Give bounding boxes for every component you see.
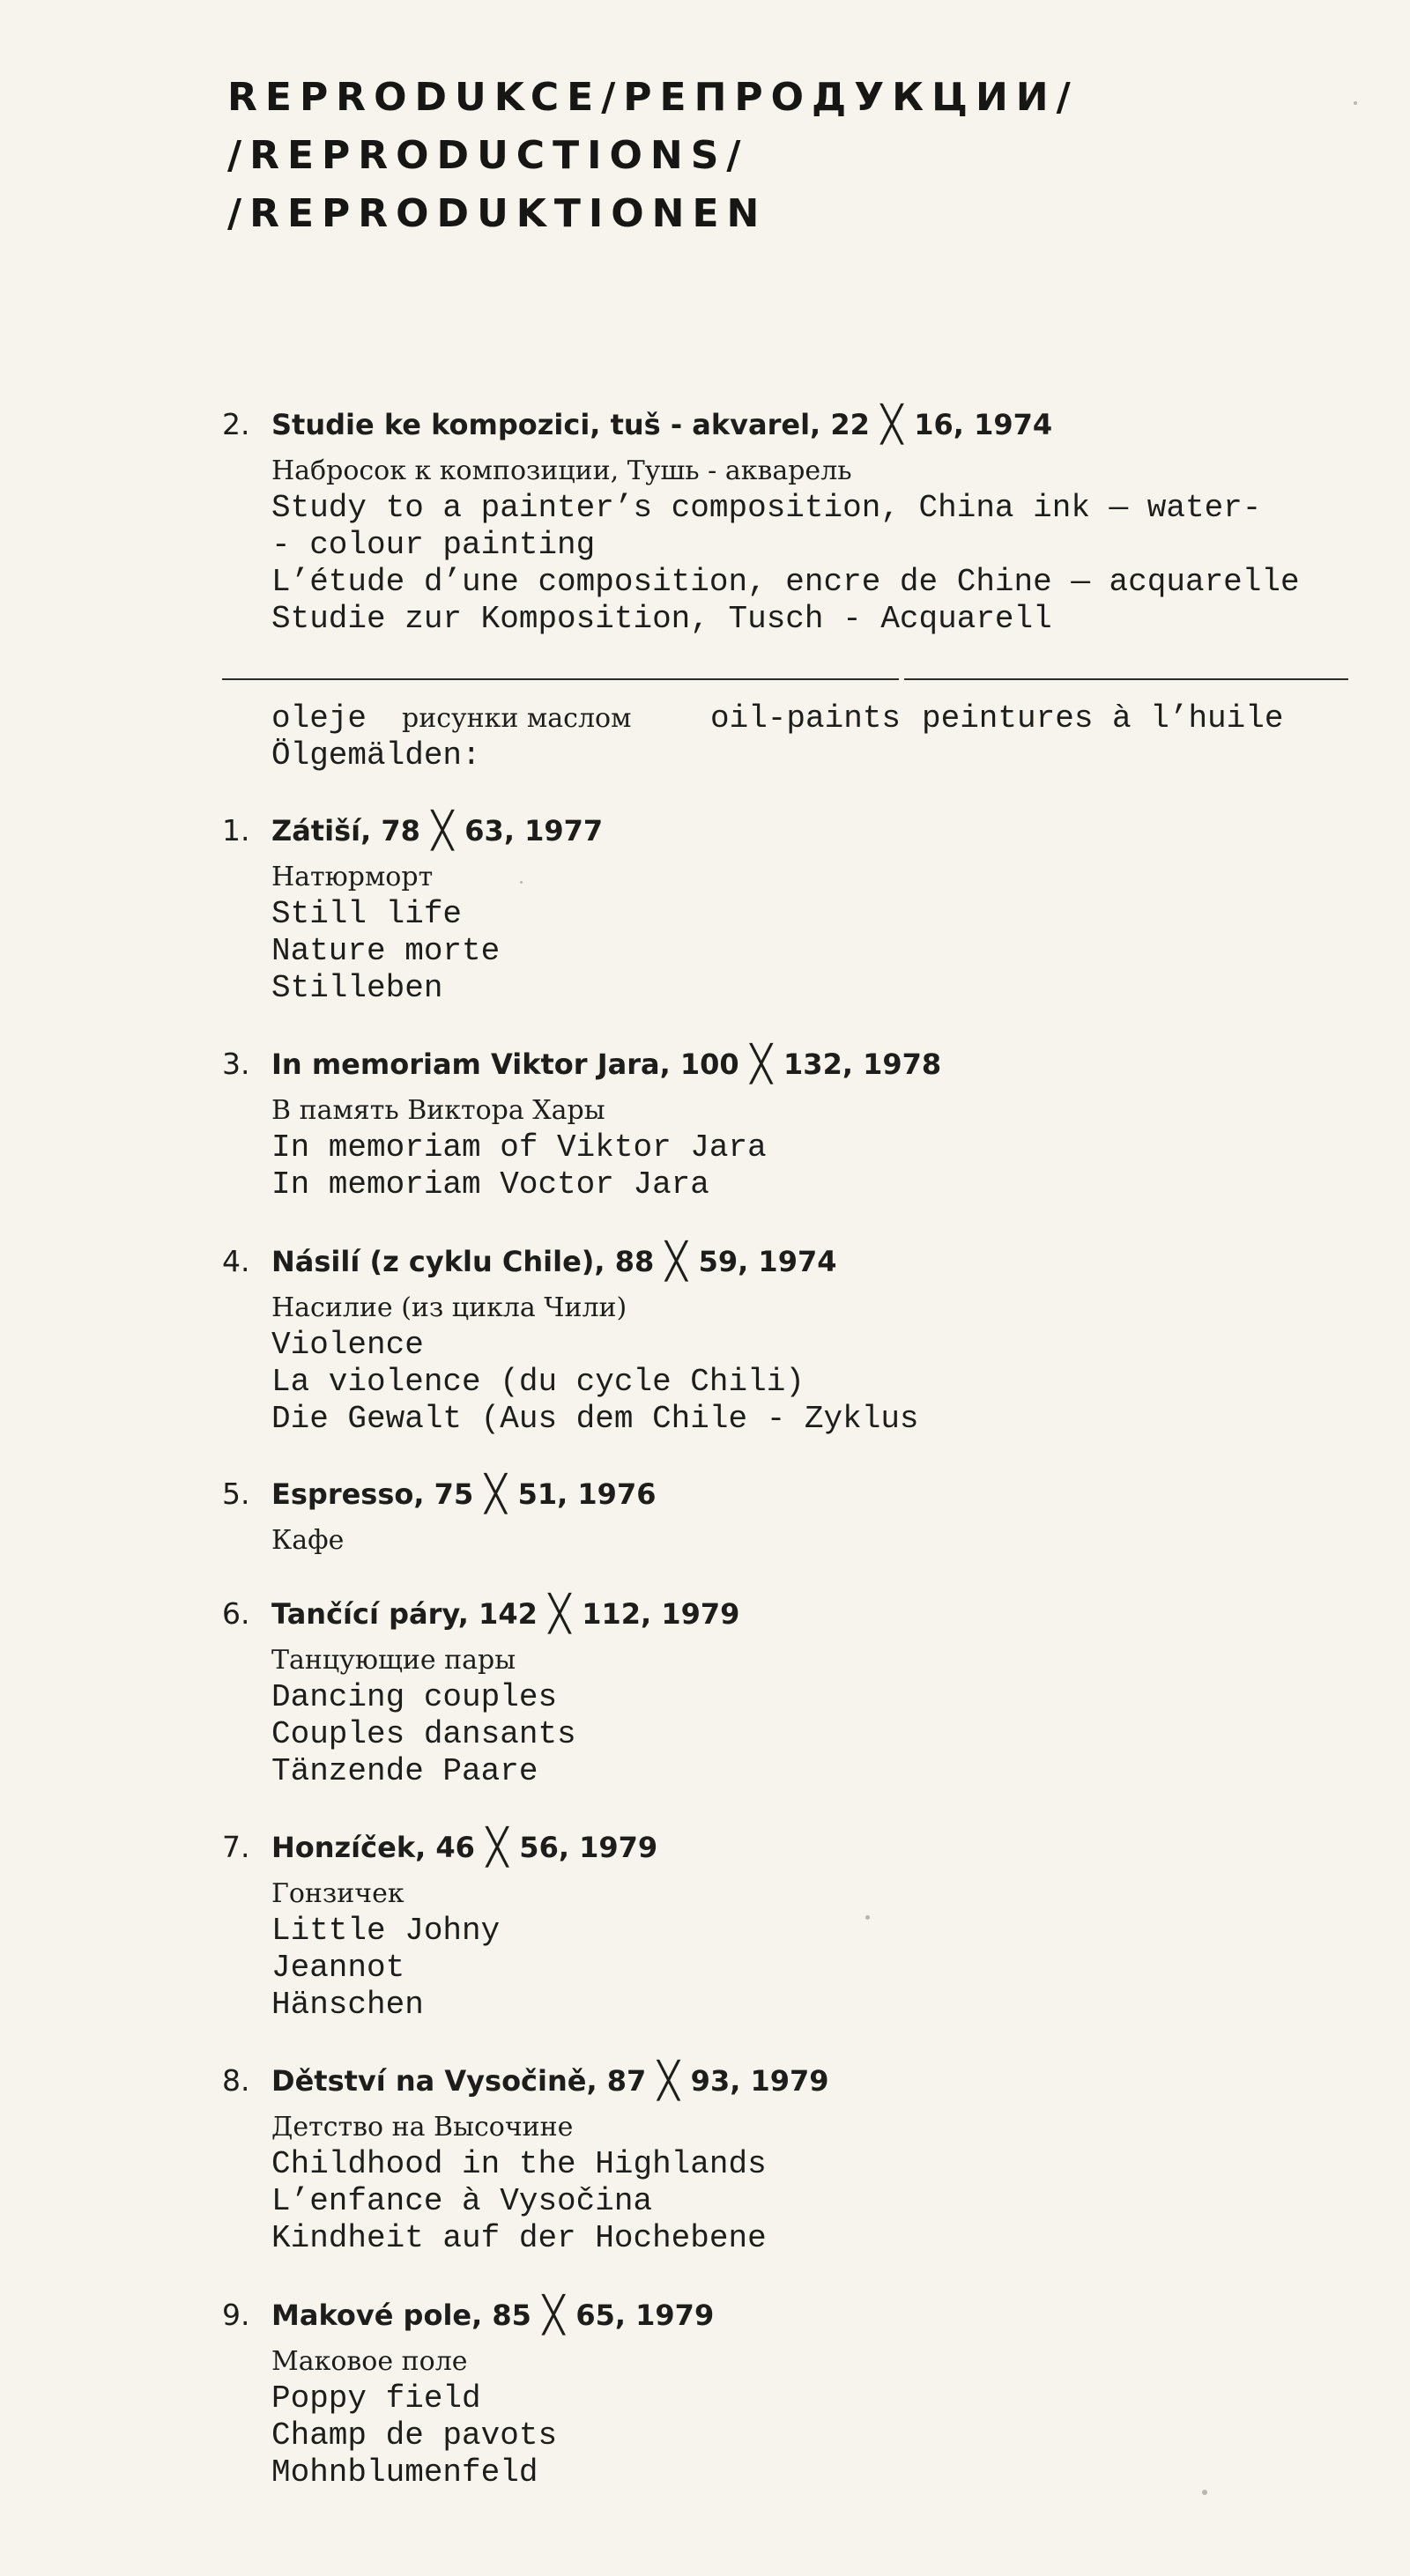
media-russian: рисунки маслом (402, 703, 632, 734)
entry-title-russian: Набросок к композиции, Тушь - акварель (271, 455, 852, 486)
entry-title-english: In memoriam of Viktor Jara (271, 1129, 767, 1166)
entry-title-text: Espresso, 75 (271, 1477, 474, 1511)
entry-number: 1. (222, 813, 250, 848)
entry-number: 3. (222, 1047, 250, 1081)
entry-number: 7. (222, 1830, 250, 1864)
entry-title-text: Studie ke kompozici, tuš - akvarel, 22 (271, 408, 870, 441)
dimension-cross-icon: ╳ (543, 2295, 565, 2335)
entry-title-french: La violence (du cycle Chili) (271, 1364, 805, 1400)
entry-title-dimensions: 59, 1974 (698, 1245, 837, 1278)
entry-title-text: Tančící páry, 142 (271, 1597, 538, 1631)
entry-title-german: Die Gewalt (Aus dem Chile - Zyklus (271, 1401, 919, 1437)
entry-title-english: Violence (271, 1327, 424, 1363)
entry-title-russian: Маковое поле (271, 2346, 468, 2377)
section-divider-left (222, 678, 899, 680)
entry-number: 9. (222, 2298, 250, 2332)
entry-title-dimensions: 56, 1979 (519, 1831, 658, 1864)
entry-title-russian: Кафе (271, 1525, 345, 1556)
entry-title-russian: Детство на Высочине (271, 2112, 574, 2143)
entry-title-dimensions: 65, 1979 (575, 2298, 715, 2332)
reproductions-heading (227, 69, 1079, 243)
entry-title-text: Zátiší, 78 (271, 814, 420, 848)
drawing-entry (222, 405, 1368, 638)
heading-line-3: /REPRODUKTIONEN (227, 191, 768, 236)
media-german: Ölgemälden: (271, 737, 481, 774)
entry-number: 4. (222, 1244, 250, 1278)
entry-number: 2. (222, 407, 250, 441)
entry-title-german: Studie zur Komposition, Tusch - Acquarell (271, 601, 1052, 637)
media-english: oil-paints (710, 700, 902, 737)
entry-title-russian: Танцующие пары (271, 1645, 516, 1676)
paper-speck (520, 881, 523, 884)
entry-title-russian: Натюрморт (271, 862, 434, 892)
entry-title-french: Champ de pavots (271, 2417, 558, 2454)
entry-title-text: In memoriam Viktor Jara, 100 (271, 1047, 739, 1081)
media-french: peintures à l’huile (922, 700, 1284, 737)
entry-title-dimensions: 16, 1974 (914, 408, 1053, 441)
dimension-cross-icon: ╳ (485, 1474, 507, 1514)
section-divider-right (904, 678, 1348, 680)
entry-title-english: Childhood in the Highlands (271, 2146, 767, 2182)
entry-title-english: Poppy field (271, 2380, 481, 2417)
entry-title-german: Stilleben (271, 970, 443, 1006)
entry-title-russian: Гонзичек (271, 1878, 404, 1909)
entry-title-german: Hänschen (271, 1987, 424, 2023)
dimension-cross-icon: ╳ (432, 811, 454, 851)
heading-line-2: /REPRODUCTIONS/ (227, 133, 749, 178)
entry-title (271, 1595, 1368, 1633)
painting-entry (222, 811, 1368, 1007)
heading-line-1: REPRODUKCE/РЕПРОДУКЦИИ/ (227, 75, 1079, 120)
entry-title-text: Dětství na Vysočině, 87 (271, 2064, 647, 2098)
paper-speck (1202, 2490, 1207, 2495)
painting-entry (222, 2296, 1368, 2491)
dimension-cross-icon: ╳ (881, 404, 903, 445)
entry-title-english: Little Johny (271, 1913, 501, 1949)
painting-entry (222, 1828, 1368, 2024)
painting-entry (222, 1595, 1368, 1790)
entry-title-russian: Насилие (из цикла Чили) (271, 1292, 627, 1323)
entry-title (271, 811, 1368, 850)
entry-title-english: Dancing couples (271, 1679, 558, 1715)
entry-title-text: Makové pole, 85 (271, 2298, 531, 2332)
entry-number: 8. (222, 2063, 250, 2098)
entry-title-english: Study to a painter’s composition, China ink — water- (271, 490, 1262, 526)
painting-entry (222, 1242, 1368, 1438)
entry-title (271, 1828, 1368, 1867)
entry-title-dimensions: 93, 1979 (690, 2064, 829, 2098)
entry-title-dimensions: 63, 1977 (464, 814, 604, 848)
entry-title-english-cont: - colour painting (271, 527, 596, 563)
entry-title-german: Mohnblumenfeld (271, 2454, 538, 2491)
entry-title-dimensions: 51, 1976 (517, 1477, 657, 1511)
entry-title-dimensions: 132, 1978 (783, 1047, 942, 1081)
entry-title (271, 1242, 1368, 1281)
media-header (271, 700, 1364, 774)
entry-title-french: Jeannot (271, 1950, 405, 1986)
dimension-cross-icon: ╳ (486, 1827, 508, 1868)
entry-number: 5. (222, 1477, 250, 1511)
entry-title-english: Still life (271, 896, 463, 932)
dimension-cross-icon: ╳ (665, 1241, 687, 1282)
dimension-cross-icon: ╳ (548, 1594, 571, 1634)
paper-speck (1354, 101, 1357, 105)
entry-number: 6. (222, 1596, 250, 1631)
entry-title-german: Kindheit auf der Hochebene (271, 2220, 767, 2256)
entry-title-dimensions: 112, 1979 (582, 1597, 740, 1631)
entry-title-french: L’étude d’une composition, encre de Chine — acquarelle (271, 564, 1300, 600)
entry-title (271, 1475, 1368, 1514)
entry-title-french: L’enfance à Vysočina (271, 2183, 653, 2219)
entry-title-russian: В память Виктора Хары (271, 1095, 605, 1126)
painting-entry (222, 2062, 1368, 2257)
entry-title (271, 2062, 1368, 2100)
entry-title (271, 2296, 1368, 2335)
entry-title-text: Honzíček, 46 (271, 1831, 475, 1864)
entry-title-text: Násilí (z cyklu Chile), 88 (271, 1245, 655, 1278)
entry-title-french: Couples dansants (271, 1716, 576, 1752)
dimension-cross-icon: ╳ (657, 2061, 679, 2101)
paper-speck (865, 1915, 870, 1920)
dimension-cross-icon: ╳ (750, 1044, 772, 1084)
entry-title-french: Nature morte (271, 933, 501, 969)
painting-entry (222, 1475, 1368, 1559)
entry-title-german: Tänzende Paare (271, 1753, 538, 1789)
media-czech: oleje (271, 700, 367, 737)
entry-title-french: In memoriam Voctor Jara (271, 1166, 709, 1203)
entry-title (271, 1045, 1368, 1084)
painting-entry (222, 1045, 1368, 1203)
entry-title (271, 405, 1368, 444)
